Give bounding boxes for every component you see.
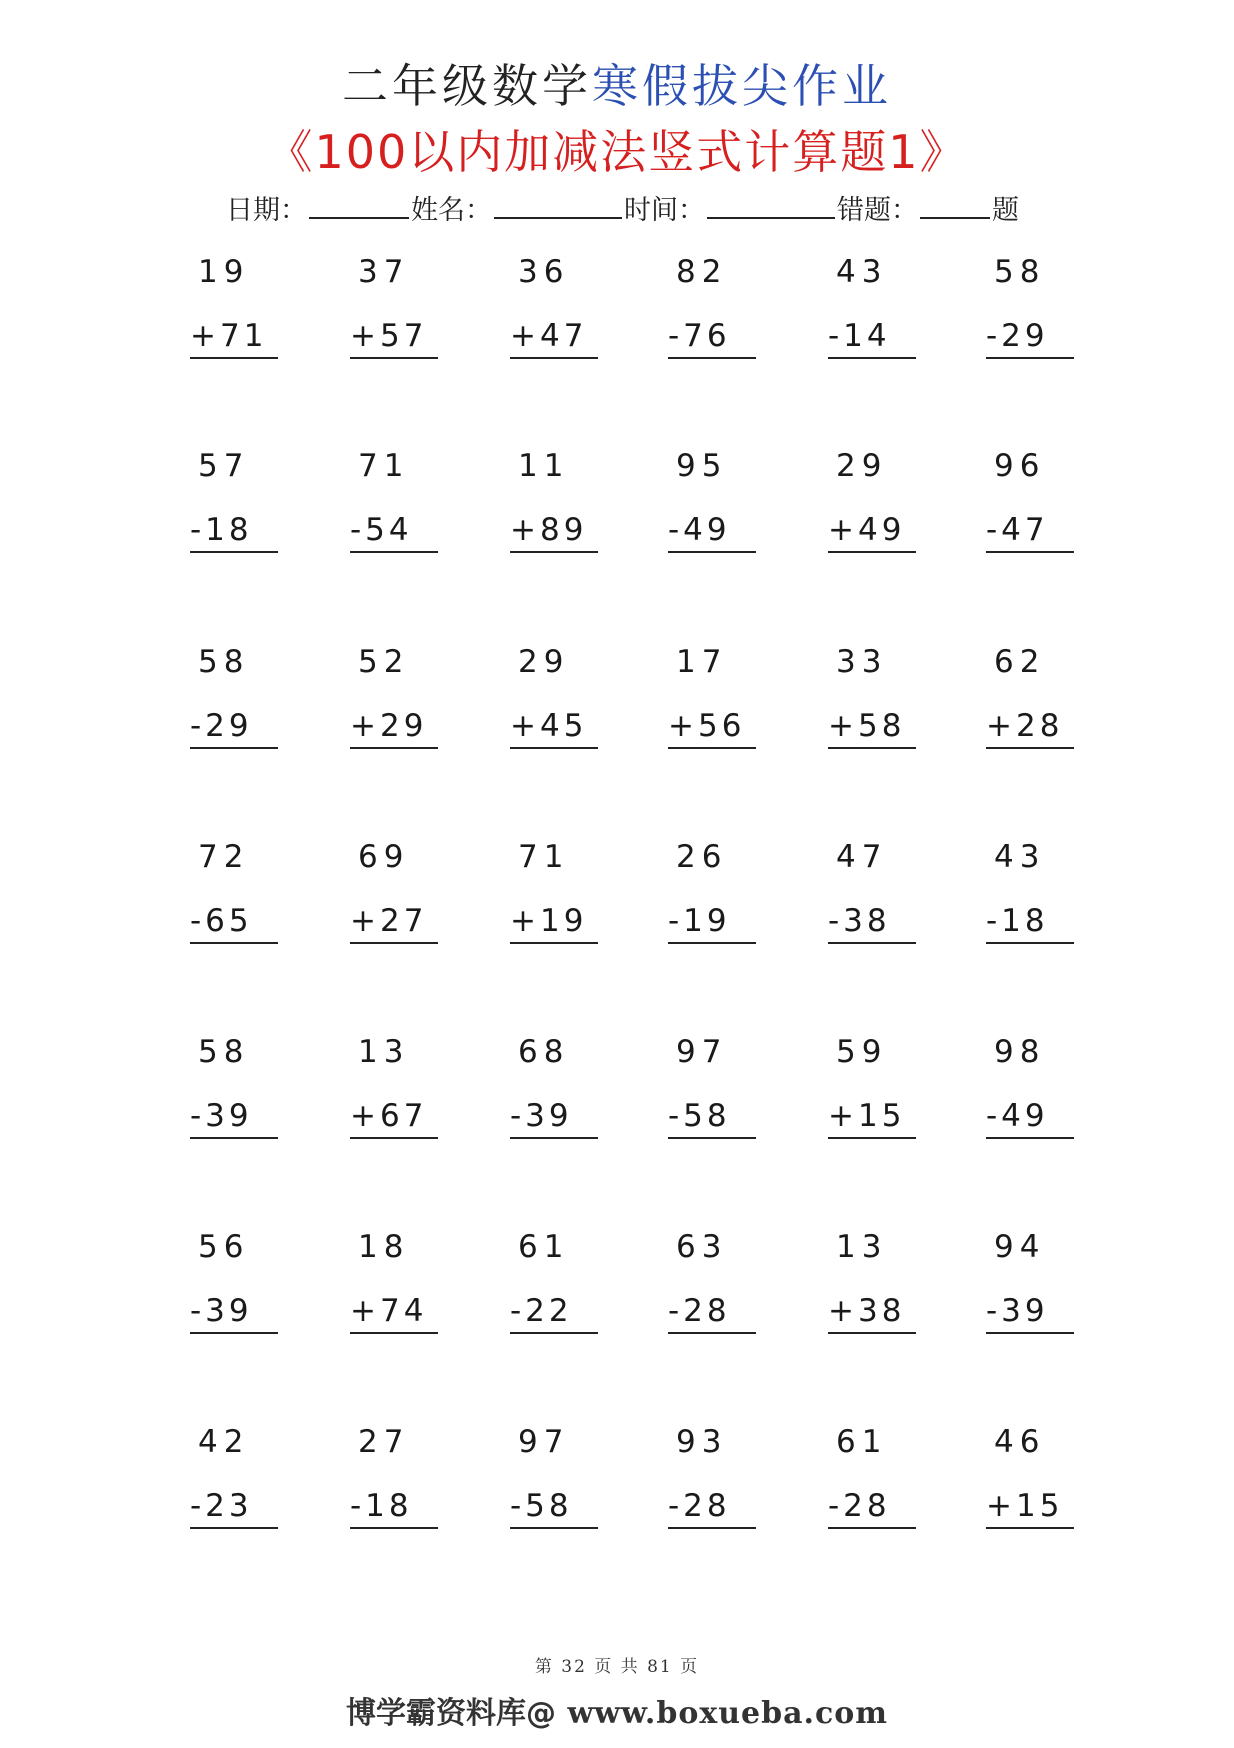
answer-line xyxy=(190,1137,278,1139)
student-info-row xyxy=(226,188,1019,227)
answer-line xyxy=(350,1527,438,1529)
answer-line xyxy=(668,747,756,749)
problem-item xyxy=(190,254,300,364)
problem-top-number: 97 xyxy=(676,1034,728,1070)
problem-top-number: 42 xyxy=(198,1424,250,1460)
answer-line xyxy=(828,551,916,553)
problem-bottom-operand: -18 xyxy=(986,903,1049,939)
problem-top-number: 58 xyxy=(198,1034,250,1070)
problem-item xyxy=(350,839,460,949)
problem-item xyxy=(986,1229,1096,1339)
problem-bottom-operand: -38 xyxy=(828,903,891,939)
worksheet-title xyxy=(0,50,1234,116)
answer-line xyxy=(510,942,598,944)
problem-item xyxy=(190,448,300,558)
answer-line xyxy=(510,551,598,553)
problem-bottom-operand: -19 xyxy=(668,903,731,939)
problem-bottom-operand: +71 xyxy=(190,318,268,354)
problem-item xyxy=(190,839,300,949)
problem-bottom-operand: +67 xyxy=(350,1098,428,1134)
problem-item xyxy=(510,254,620,364)
answer-line xyxy=(986,1527,1074,1529)
problem-item xyxy=(510,839,620,949)
answer-line xyxy=(350,1137,438,1139)
answer-line xyxy=(986,357,1074,359)
answer-line xyxy=(986,551,1074,553)
problem-bottom-operand: +19 xyxy=(510,903,588,939)
problem-item xyxy=(510,1034,620,1144)
answer-line xyxy=(510,1527,598,1529)
answer-line xyxy=(668,1332,756,1334)
problem-bottom-operand: +49 xyxy=(828,512,906,548)
problem-top-number: 11 xyxy=(518,448,570,484)
problem-bottom-operand: +56 xyxy=(668,708,746,744)
problem-top-number: 56 xyxy=(198,1229,250,1265)
problem-item xyxy=(668,1034,778,1144)
title-grade-subject: 二年级数学 xyxy=(342,59,592,113)
answer-line xyxy=(190,942,278,944)
answer-line xyxy=(510,1332,598,1334)
problem-top-number: 17 xyxy=(676,644,728,680)
problem-item xyxy=(190,1229,300,1339)
problem-bottom-operand: -29 xyxy=(190,708,253,744)
answer-line xyxy=(986,1137,1074,1139)
problem-item xyxy=(350,1034,460,1144)
answer-line xyxy=(828,357,916,359)
problem-bottom-operand: -39 xyxy=(190,1293,253,1329)
page-number: 第 32 页 共 81 页 xyxy=(534,1657,700,1677)
problem-bottom-operand: -29 xyxy=(986,318,1049,354)
problem-bottom-operand: -47 xyxy=(986,512,1049,548)
answer-line xyxy=(510,747,598,749)
problem-item xyxy=(986,254,1096,364)
problem-item xyxy=(190,644,300,754)
problem-item xyxy=(986,1034,1096,1144)
problem-item xyxy=(350,448,460,558)
time-field[interactable] xyxy=(707,193,835,219)
problem-top-number: 37 xyxy=(358,254,410,290)
problem-top-number: 59 xyxy=(836,1034,888,1070)
problem-top-number: 98 xyxy=(994,1034,1046,1070)
answer-line xyxy=(986,747,1074,749)
answer-line xyxy=(350,942,438,944)
problem-item xyxy=(350,644,460,754)
answer-line xyxy=(986,1332,1074,1334)
problem-top-number: 61 xyxy=(518,1229,570,1265)
problem-top-number: 61 xyxy=(836,1424,888,1460)
problem-top-number: 93 xyxy=(676,1424,728,1460)
problem-top-number: 58 xyxy=(994,254,1046,290)
problem-top-number: 82 xyxy=(676,254,728,290)
problem-bottom-operand: -58 xyxy=(510,1488,573,1524)
problem-bottom-operand: +45 xyxy=(510,708,588,744)
answer-line xyxy=(190,1527,278,1529)
problem-item xyxy=(668,1424,778,1534)
problem-top-number: 43 xyxy=(994,839,1046,875)
problem-top-number: 71 xyxy=(518,839,570,875)
problem-top-number: 96 xyxy=(994,448,1046,484)
answer-line xyxy=(828,1527,916,1529)
answer-line xyxy=(828,942,916,944)
problem-top-number: 18 xyxy=(358,1229,410,1265)
name-label: 姓名： xyxy=(411,195,492,226)
answer-line xyxy=(668,551,756,553)
problem-item xyxy=(668,448,778,558)
answer-line xyxy=(350,1332,438,1334)
answer-line xyxy=(668,1137,756,1139)
problem-top-number: 19 xyxy=(198,254,250,290)
date-field[interactable] xyxy=(309,193,409,219)
answer-line xyxy=(828,747,916,749)
answer-line xyxy=(828,1137,916,1139)
problem-bottom-operand: -49 xyxy=(668,512,731,548)
answer-line xyxy=(668,1527,756,1529)
problem-bottom-operand: +89 xyxy=(510,512,588,548)
problem-top-number: 71 xyxy=(358,448,410,484)
watermark-text: 博学霸资料库@ xyxy=(346,1696,556,1731)
date-label: 日期： xyxy=(226,195,307,226)
problem-item xyxy=(828,839,938,949)
problem-bottom-operand: -54 xyxy=(350,512,413,548)
problem-item xyxy=(668,1229,778,1339)
answer-line xyxy=(668,357,756,359)
problem-item xyxy=(828,1424,938,1534)
answer-line xyxy=(190,551,278,553)
problem-top-number: 62 xyxy=(994,644,1046,680)
problem-item xyxy=(668,254,778,364)
problem-bottom-operand: +27 xyxy=(350,903,428,939)
problem-bottom-operand: +29 xyxy=(350,708,428,744)
problem-bottom-operand: +58 xyxy=(828,708,906,744)
problem-item xyxy=(668,644,778,754)
worksheet-subtitle: 《100以内加减法竖式计算题1》 xyxy=(266,125,968,179)
watermark-url: www.boxueba.com xyxy=(556,1696,888,1731)
problem-top-number: 94 xyxy=(994,1229,1046,1265)
problem-top-number: 29 xyxy=(836,448,888,484)
problem-bottom-operand: +28 xyxy=(986,708,1064,744)
problem-item xyxy=(986,644,1096,754)
title-homework: 寒假拔尖作业 xyxy=(592,59,892,113)
problem-item xyxy=(668,839,778,949)
problem-item xyxy=(510,1424,620,1534)
problem-item xyxy=(828,644,938,754)
problem-item xyxy=(350,1229,460,1339)
errors-suffix: 题 xyxy=(992,195,1019,226)
problem-item xyxy=(190,1424,300,1534)
problem-bottom-operand: -14 xyxy=(828,318,891,354)
problem-bottom-operand: +74 xyxy=(350,1293,428,1329)
watermark xyxy=(0,1688,1234,1732)
problem-top-number: 57 xyxy=(198,448,250,484)
problem-item xyxy=(190,1034,300,1144)
problem-bottom-operand: -28 xyxy=(668,1293,731,1329)
problem-top-number: 52 xyxy=(358,644,410,680)
problem-bottom-operand: -39 xyxy=(510,1098,573,1134)
problem-top-number: 33 xyxy=(836,644,888,680)
problem-top-number: 36 xyxy=(518,254,570,290)
problem-item xyxy=(510,644,620,754)
problem-top-number: 69 xyxy=(358,839,410,875)
answer-line xyxy=(350,747,438,749)
problem-bottom-operand: -65 xyxy=(190,903,253,939)
problem-item xyxy=(350,1424,460,1534)
answer-line xyxy=(668,942,756,944)
problem-item xyxy=(350,254,460,364)
answer-line xyxy=(986,942,1074,944)
problem-item xyxy=(510,1229,620,1339)
answer-line xyxy=(510,1137,598,1139)
problem-item xyxy=(828,1034,938,1144)
problem-bottom-operand: -39 xyxy=(190,1098,253,1134)
problem-item xyxy=(986,839,1096,949)
problem-top-number: 13 xyxy=(358,1034,410,1070)
answer-line xyxy=(350,551,438,553)
problem-top-number: 13 xyxy=(836,1229,888,1265)
problem-item xyxy=(828,254,938,364)
answer-line xyxy=(510,357,598,359)
problem-item xyxy=(828,1229,938,1339)
problem-top-number: 63 xyxy=(676,1229,728,1265)
problem-item xyxy=(986,1424,1096,1534)
problem-top-number: 97 xyxy=(518,1424,570,1460)
problem-bottom-operand: -22 xyxy=(510,1293,573,1329)
problem-bottom-operand: +15 xyxy=(986,1488,1064,1524)
errors-label: 错题： xyxy=(837,195,918,226)
problem-bottom-operand: -58 xyxy=(668,1098,731,1134)
problem-top-number: 43 xyxy=(836,254,888,290)
problem-item xyxy=(828,448,938,558)
problem-bottom-operand: +15 xyxy=(828,1098,906,1134)
problem-bottom-operand: -28 xyxy=(828,1488,891,1524)
problem-bottom-operand: -18 xyxy=(350,1488,413,1524)
problem-bottom-operand: -76 xyxy=(668,318,731,354)
problem-bottom-operand: -23 xyxy=(190,1488,253,1524)
problem-top-number: 46 xyxy=(994,1424,1046,1460)
answer-line xyxy=(350,357,438,359)
problem-top-number: 47 xyxy=(836,839,888,875)
problem-top-number: 68 xyxy=(518,1034,570,1070)
answer-line xyxy=(828,1332,916,1334)
time-label: 时间： xyxy=(624,195,705,226)
problem-bottom-operand: +47 xyxy=(510,318,588,354)
answer-line xyxy=(190,747,278,749)
problem-top-number: 58 xyxy=(198,644,250,680)
problem-bottom-operand: -28 xyxy=(668,1488,731,1524)
problem-bottom-operand: -39 xyxy=(986,1293,1049,1329)
problem-bottom-operand: -18 xyxy=(190,512,253,548)
problem-item xyxy=(986,448,1096,558)
problem-bottom-operand: +57 xyxy=(350,318,428,354)
errors-field[interactable] xyxy=(920,193,990,219)
answer-line xyxy=(190,357,278,359)
problem-bottom-operand: +38 xyxy=(828,1293,906,1329)
problem-bottom-operand: -49 xyxy=(986,1098,1049,1134)
problem-top-number: 27 xyxy=(358,1424,410,1460)
problem-item xyxy=(510,448,620,558)
problem-top-number: 95 xyxy=(676,448,728,484)
problem-top-number: 29 xyxy=(518,644,570,680)
answer-line xyxy=(190,1332,278,1334)
name-field[interactable] xyxy=(494,193,622,219)
problem-top-number: 26 xyxy=(676,839,728,875)
problem-top-number: 72 xyxy=(198,839,250,875)
